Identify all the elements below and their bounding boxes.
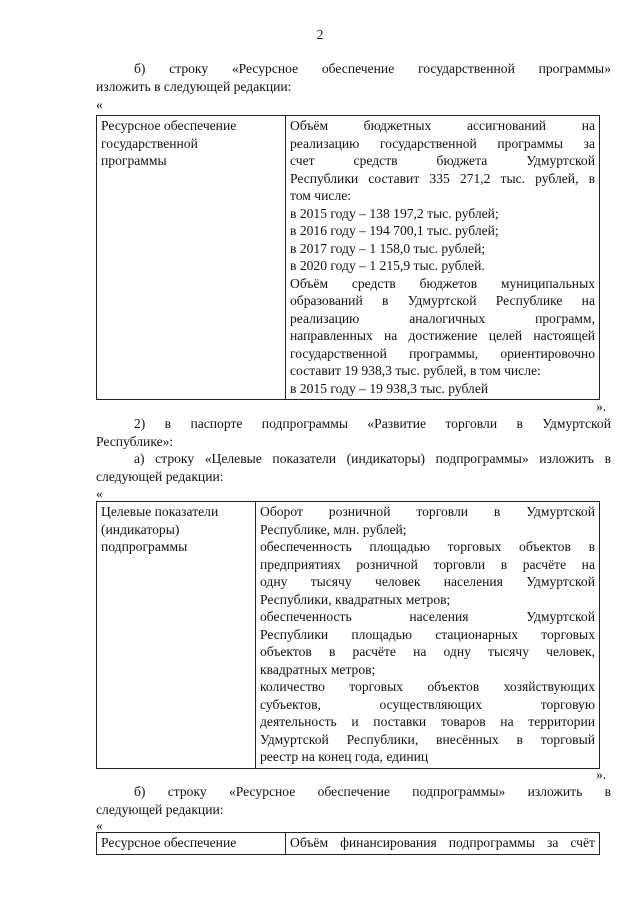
content-line: объектов в расчёте на одну тысячу человек, <box>260 644 595 659</box>
label-line: программы <box>101 153 167 168</box>
table-label-cell <box>97 502 256 769</box>
table-content-cell <box>286 833 600 855</box>
content-line: деятельность и поставки товаров на территории <box>260 714 595 729</box>
content-line: образований в Удмуртской Республике на <box>290 293 595 308</box>
content-line: составит 19 938,3 тыс. рублей, в том числе: <box>290 363 541 378</box>
table-content-cell <box>286 116 600 400</box>
content-line: государственной программы, ориентировочно <box>290 345 595 361</box>
label-line: подпрограммы <box>101 539 188 554</box>
opening-quote: « <box>96 818 103 833</box>
paragraph-resource-program <box>96 60 611 95</box>
text-line: б) строку «Ресурсное обеспечение государственной программы» <box>134 61 611 76</box>
label-line: Ресурсное обеспечение <box>101 835 237 850</box>
closing-quote: ». <box>596 767 607 782</box>
content-line: Удмуртской Республики, внесённых в торговый <box>260 731 595 747</box>
content-line: количество торговых объектов хозяйствующих <box>260 679 595 694</box>
text-line: следующей редакции: <box>96 801 224 817</box>
content-line: Республике, млн. рублей; <box>260 521 407 537</box>
content-line: Оборот розничной торговли в Удмуртской <box>260 504 595 519</box>
content-line: реализацию аналогичных программ, <box>290 310 595 326</box>
content-line: направленных на достижение целей настоящей <box>290 328 595 343</box>
content-line: в 2016 году – 194 700,1 тыс. рублей; <box>290 223 499 238</box>
closing-quote: ». <box>596 399 607 414</box>
content-line: в 2020 году – 1 215,9 тыс. рублей. <box>290 258 485 273</box>
text-line: Республике»: <box>96 433 174 449</box>
target-indicators-table <box>96 501 600 769</box>
table-content-cell <box>256 502 600 769</box>
table-label-cell <box>97 833 286 855</box>
content-line: том числе: <box>290 188 352 203</box>
content-line: в 2017 году – 1 158,0 тыс. рублей; <box>290 240 486 256</box>
content-line: квадратных метров; <box>260 661 376 677</box>
content-line: обеспеченность площадью торговых объектов в <box>260 539 595 554</box>
content-line: Республики составит 335 271,2 тыс. рублей, в <box>290 170 595 186</box>
label-line: (индикаторы) <box>101 521 180 537</box>
content-line: счет средств бюджета Удмуртской <box>290 153 595 168</box>
content-line: одну тысячу человек населения Удмуртской <box>260 574 595 589</box>
content-line: субъектов, осуществляющих торговую <box>260 696 595 712</box>
content-line: предприятиях розничной торговли в расчёте на <box>260 556 595 572</box>
text-line: а) строку «Целевые показатели (индикаторы) подпрограммы» изложить в <box>134 451 611 466</box>
content-line: обеспеченность населения Удмуртской <box>260 609 595 624</box>
text-line: изложить в следующей редакции: <box>96 78 292 94</box>
label-line: Ресурсное обеспечение <box>101 118 237 133</box>
page-number: 2 <box>316 27 324 42</box>
content-line: в 2015 году – 138 197,2 тыс. рублей; <box>290 205 499 221</box>
content-line: в 2015 году – 19 938,3 тыс. рублей <box>290 380 489 396</box>
paragraph-resource-subprogram <box>96 783 611 818</box>
content-line: реализацию государственной программы за <box>290 135 595 151</box>
text-line: 2) в паспорте подпрограммы «Развитие торговли в Удмуртской <box>134 416 611 431</box>
content-line: Республики площадью стационарных торговых <box>260 626 595 642</box>
paragraph-subprogram-passport <box>96 415 611 450</box>
content-line: Республики, квадратных метров; <box>260 591 451 607</box>
resource-program-table <box>96 115 600 400</box>
content-line: Объём бюджетных ассигнований на <box>290 118 595 133</box>
opening-quote: « <box>96 486 103 501</box>
label-line: Целевые показатели <box>101 504 219 519</box>
content-line: Объём финансирования подпрограммы за счёт <box>290 835 595 850</box>
content-line: реестр на конец года, единиц <box>260 749 429 764</box>
text-line: следующей редакции: <box>96 468 224 484</box>
label-line: государственной <box>101 135 198 151</box>
text-line: б) строку «Ресурсное обеспечение подпрограммы» изложить в <box>134 784 611 799</box>
table-label-cell <box>97 116 286 400</box>
content-line: Объём средств бюджетов муниципальных <box>290 275 595 291</box>
paragraph-target-indicators <box>96 450 611 485</box>
resource-subprogram-table <box>96 832 600 855</box>
opening-quote: « <box>96 97 103 112</box>
